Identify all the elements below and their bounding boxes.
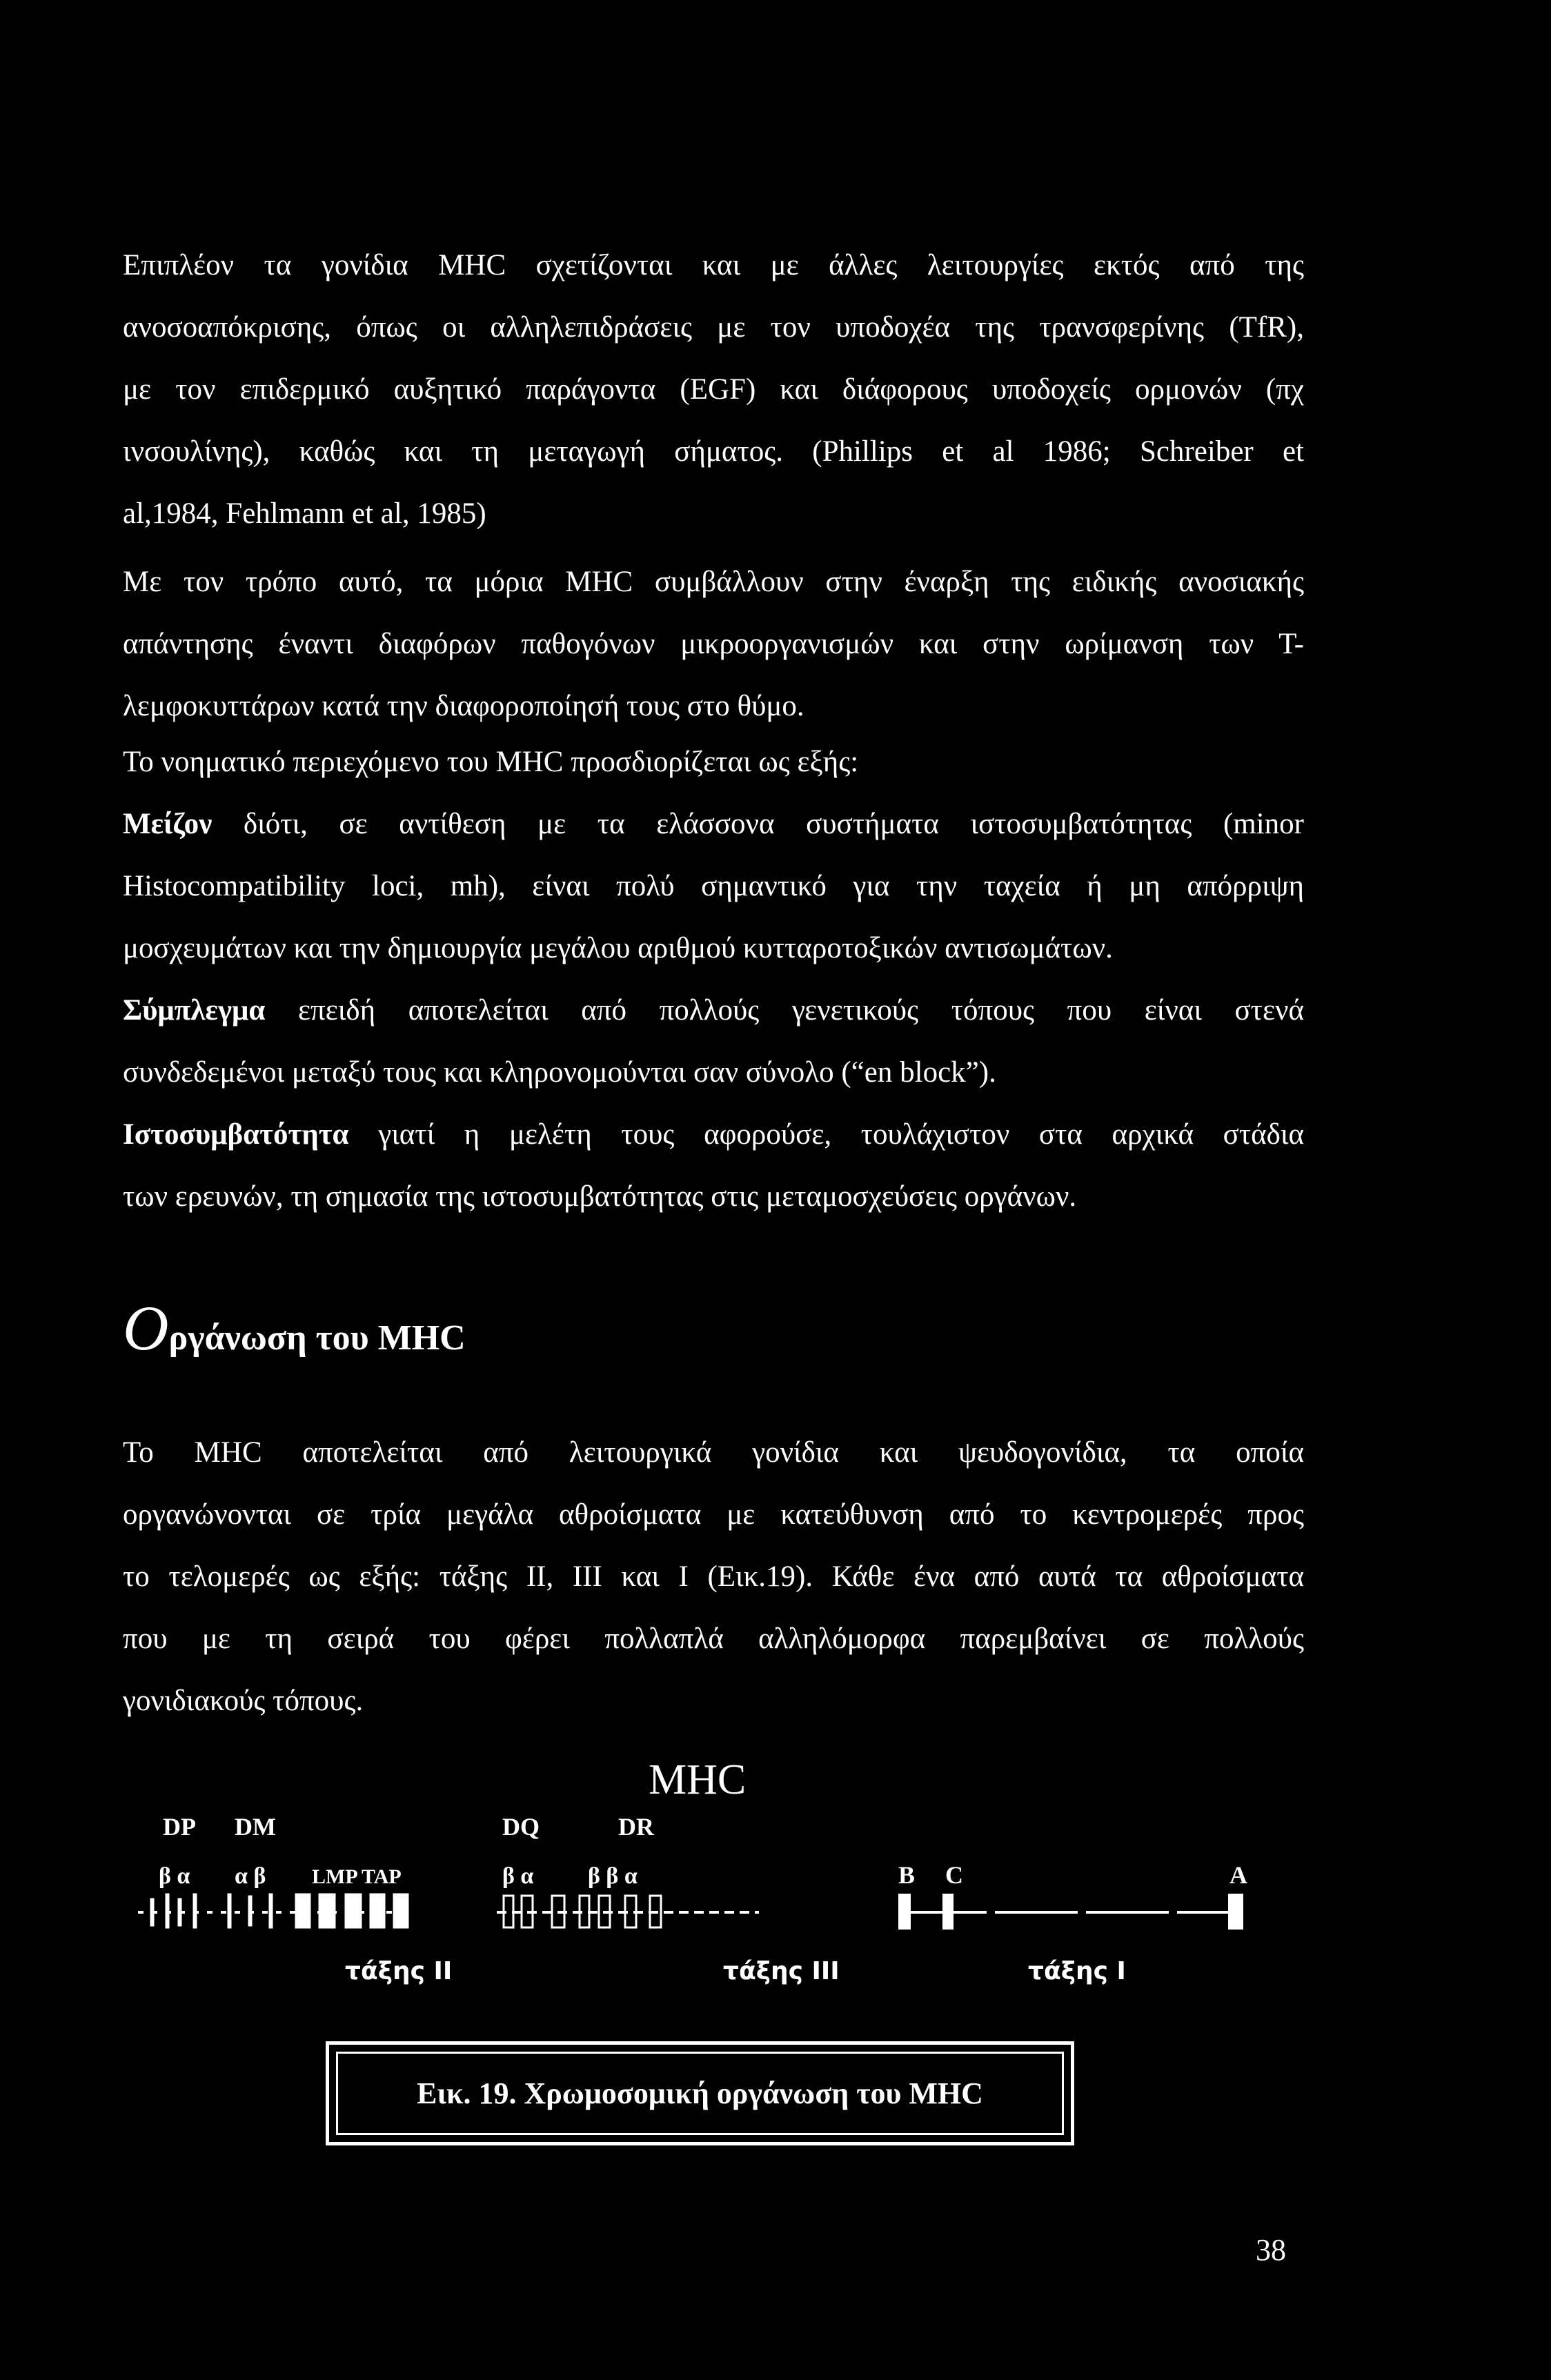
text-line: Επιπλέον τα γονίδια MHC σχετίζονται και με άλλες λειτουργίες εκτός από της <box>123 249 1304 281</box>
text-line: Το MHC αποτελείται από λειτουργικά γονίδια και ψευδογονίδια, τα οποία <box>123 1436 1304 1469</box>
text-line: οργανώνονται σε τρία μεγάλα αθροίσματα με κατεύθυνση από το κεντρομερές προς <box>123 1498 1304 1531</box>
section-heading <box>123 1293 466 1376</box>
figure-caption-box <box>326 2041 1074 2145</box>
text-line: των ερευνών, τη σημασία της ιστοσυμβατότητας στις μεταμοσχεύσεις οργάνων. <box>123 1180 1077 1213</box>
paragraph-mhc-meaning <box>123 731 1304 1228</box>
text-line: το τελομερές ως εξής: τάξης II, III και I (Εικ.19). Κάθε ένα από αυτά τα αθροίσματα <box>123 1560 1304 1593</box>
figure-title: MHC <box>649 1756 747 1803</box>
text-line: απάντησης έναντι διαφόρων παθογόνων μικροοργανισμών και στην ωρίμανση των Τ- <box>123 628 1304 660</box>
class-label-i: τάξης I <box>1028 1957 1126 1985</box>
term-definition: διότι, σε αντίθεση με τα ελάσσονα συστήματα ιστοσυμβατότητας (minor <box>212 808 1304 840</box>
term-mizon: Μείζον <box>123 808 213 840</box>
text-line: Το νοηματικό περιεχόμενο του MHC προσδιορίζεται ως εξής: <box>123 746 859 778</box>
text-line: γονιδιακούς τόπους. <box>123 1685 364 1717</box>
figure-caption: Εικ. 19. Χρωμοσομική οργάνωση του MHC <box>417 2076 983 2110</box>
text-line: ινσουλίνης), καθώς και τη μεταγωγή σήματος. (Phillips et al 1986; Schreiber et <box>123 435 1304 468</box>
mhc-gene-map-figure <box>138 1752 1270 2028</box>
gene-label-c: C <box>945 1861 963 1889</box>
text-line <box>123 793 1304 855</box>
gene-label-dm: α β <box>235 1863 266 1889</box>
text-line: Με τον τρόπο αυτό, τα μόρια MHC συμβάλλουν στην έναρξη της ειδικής ανοσιακής <box>123 566 1304 598</box>
class-label-ii: τάξης II <box>345 1957 453 1985</box>
term-definition: επειδή αποτελείται από πολλούς γενετικούς τόπους που είναι στενά <box>265 994 1304 1027</box>
gene-label-a: A <box>1229 1861 1247 1889</box>
figure-caption-inner-frame <box>336 2052 1064 2135</box>
gene-label-b: B <box>898 1861 916 1889</box>
page-number: 38 <box>1256 2233 1286 2267</box>
text-line: συνδεδεμένοι μεταξύ τους και κληρονομούνται σαν σύνολο (“en block”). <box>123 1056 996 1089</box>
region-label-dr: DR <box>618 1813 654 1841</box>
text-line <box>123 980 1304 1042</box>
class-label-iii: τάξης III <box>723 1957 840 1985</box>
term-symplegma: Σύμπλεγμα <box>123 994 266 1027</box>
region-label-dm: DM <box>235 1813 276 1841</box>
paragraph-mhc-functions <box>123 235 1304 545</box>
text-line: ανοσοαπόκρισης, όπως οι αλληλεπιδράσεις με τον υποδοχέα της τρανσφερίνης (TfR), <box>123 311 1304 344</box>
region-label-dq: DQ <box>502 1813 540 1841</box>
term-definition: γιατί η μελέτη τους αφορούσε, τουλάχιστον στα αρχικά στάδια <box>348 1118 1304 1151</box>
region-label-dp: DP <box>163 1813 196 1841</box>
text-line: Histocompatibility loci, mh), είναι πολύ σημαντικό για την ταχεία ή μη απόρριψη <box>123 870 1304 902</box>
gene-label-lmp-tap: LMP TAP <box>312 1865 402 1888</box>
paragraph-mhc-organization <box>123 1422 1304 1732</box>
heading-initial: O <box>123 1293 169 1363</box>
text-line <box>123 1104 1304 1166</box>
gene-label-dq: β α <box>502 1863 534 1889</box>
gene-label-dp: β α <box>159 1863 190 1889</box>
gene-label-dr: β β α <box>588 1863 638 1889</box>
text-line: λεμφοκυττάρων κατά την διαφοροποίησή τους στο θύμο. <box>123 690 804 722</box>
text-line: al,1984, Fehlmann et al, 1985) <box>123 497 486 530</box>
heading-text: ργάνωση του MHC <box>168 1318 466 1358</box>
text-line: μοσχευμάτων και την δημιουργία μεγάλου αριθμού κυτταροτοξικών αντισωμάτων. <box>123 932 1113 964</box>
term-istosymvatotita: Ιστοσυμβατότητα <box>123 1118 349 1151</box>
paragraph-immune-response <box>123 551 1304 737</box>
text-line: που με τη σειρά του φέρει πολλαπλά αλληλόμορφα παρεμβαίνει σε πολλούς <box>123 1623 1304 1655</box>
text-line: με τον επιδερμικό αυξητικό παράγοντα (EGF) και διάφορους υποδοχείς ορμονών (πχ <box>123 373 1304 406</box>
